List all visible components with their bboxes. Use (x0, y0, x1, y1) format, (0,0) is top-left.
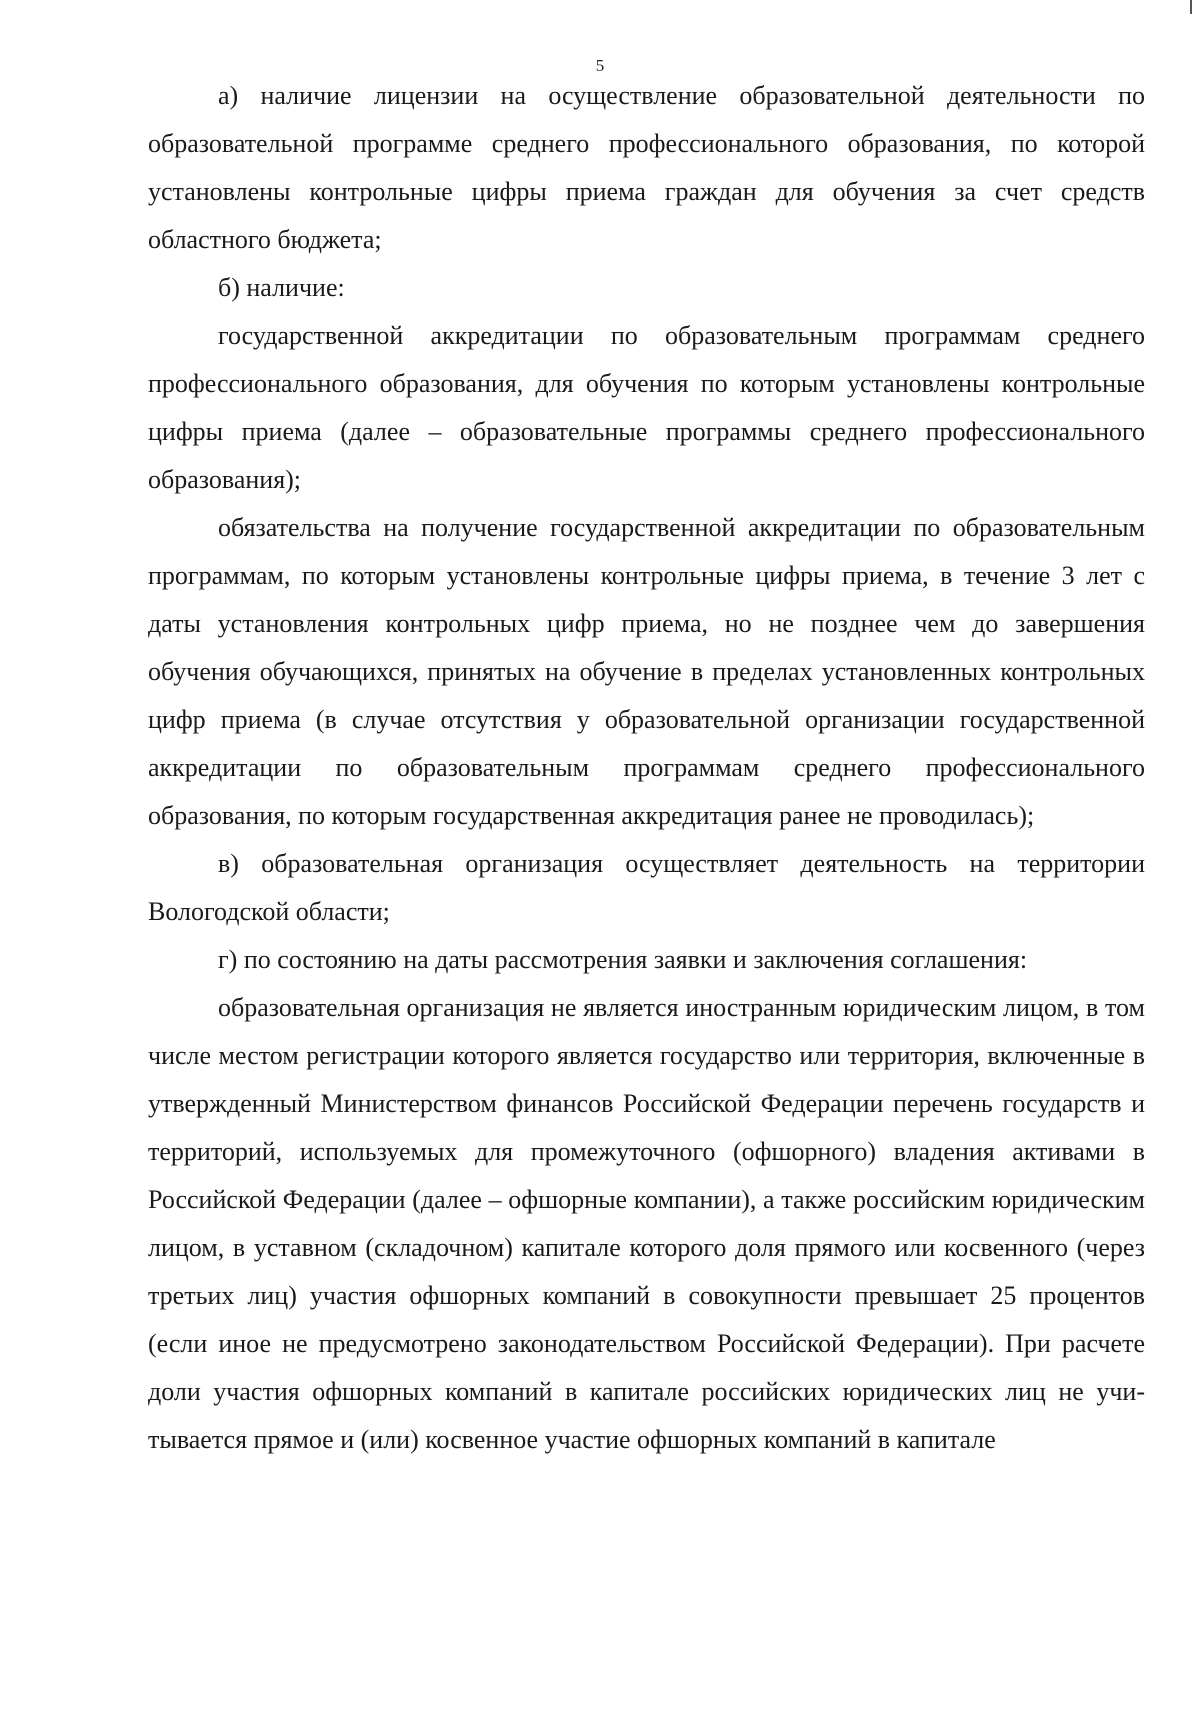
paragraph-v-territory: в) образовательная организация осуществляет деятельность на территории Вологодской области; (148, 849, 1145, 926)
paragraph-b-obligation: обязательства на получение государственной аккредитации по образовательным программам, по которым установлены контрольные цифры приема, в течение 3 лет с даты установления контрольных цифр приема, но не позднее чем до завершения обучения обучающихся, принятых на обучение в пределах установленных контрольных цифр приема (в случае отсутствия у образовательной организации государственной аккредитации по образовательным программам среднего профессионального образования, по которым государственная аккредитация ранее не проводилась); (148, 513, 1145, 830)
paragraph-b-heading: б) наличие: (218, 273, 345, 302)
paragraph-g-offshore: образовательная организация не является иностранным юридическим лицом, в том числе местом регистрации которого является государство или территория, включенные в утвержденный Министерством финансов Российской Федерации перечень государств и территорий, используемых для промежуточного (офшорного) владения активами в Российской Федерации (далее – офшорные компании), а также российским юридическим лицом, в уставном (складочном) капитале которого доля прямого или косвенного (через третьих лиц) участия офшорных компаний в совокупности превышает 25 процентов (если иное не предусмотрено законодательством Российской Федерации). При расчете доли участия офшорных компаний в капитале российских юридических лиц не учитывается прямое и (или) косвенное участие офшорных компаний в капитале (148, 993, 1145, 1454)
scan-corner-mark (1190, 0, 1192, 14)
paragraph-g-heading: г) по состоянию на даты рассмотрения заявки и заключения соглашения: (218, 945, 1028, 974)
page-number: 5 (595, 56, 605, 75)
document-body (148, 72, 1145, 1464)
paragraph-a-license: а) наличие лицензии на осуществление образовательной деятельности по образовательной программе среднего профессионального образования, по которой установлены контрольные цифры приема граждан для обучения за счет средств областного бюджета; (148, 81, 1145, 254)
paragraph-b-accreditation: государственной аккредитации по образовательным программам среднего профессионального образования, для обучения по которым установлены контрольные цифры приема (далее – образовательные программы среднего профессионального образования); (148, 321, 1145, 494)
